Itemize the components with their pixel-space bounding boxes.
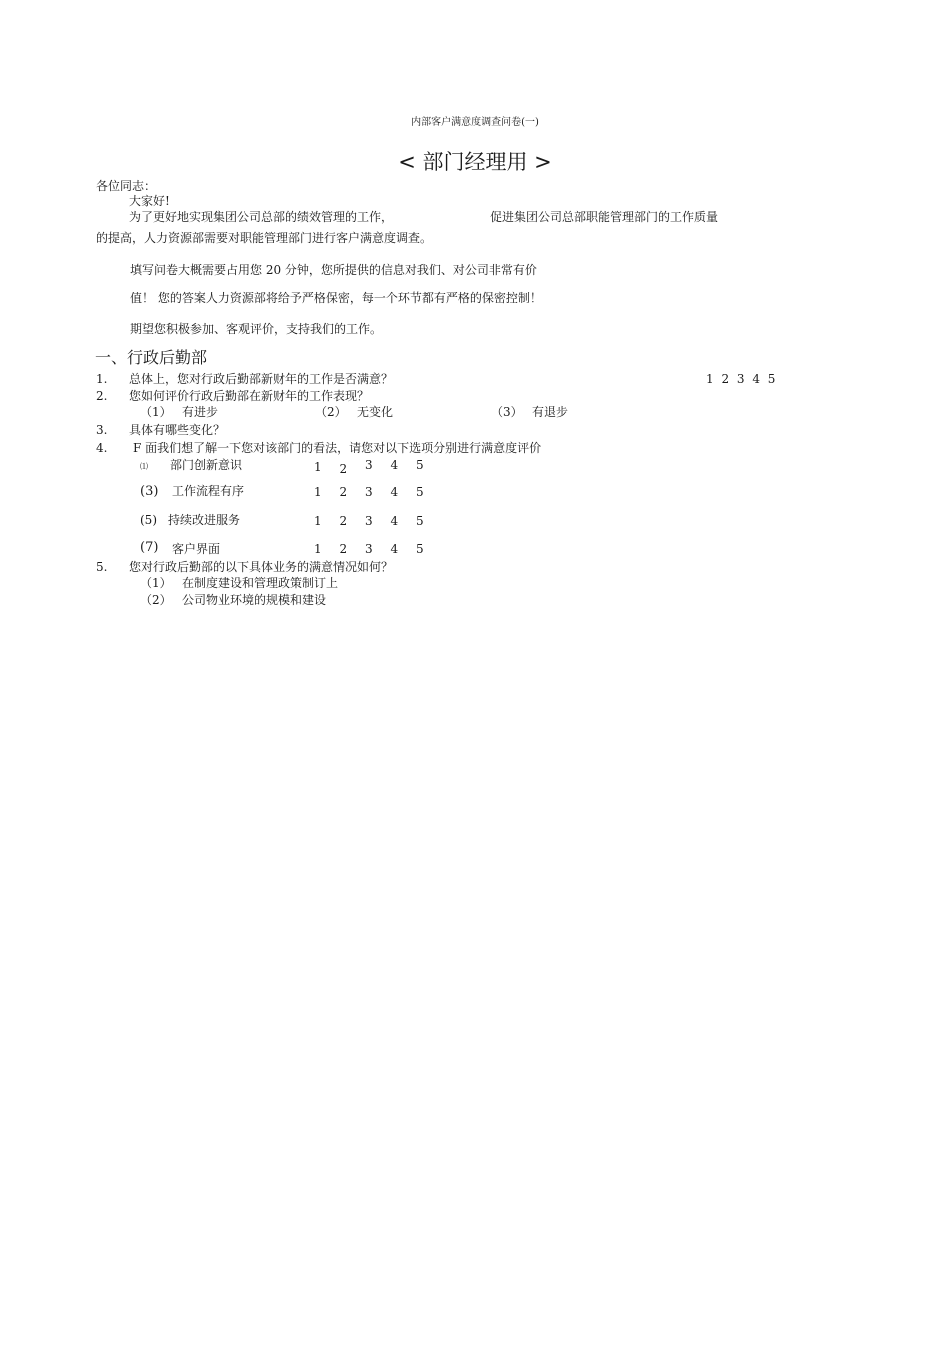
- option-label: 有进步: [182, 405, 219, 419]
- rating-scale: [314, 486, 442, 498]
- intro-paragraph-2b: 值！ 您的答案人力资源部将给予严格保密，每一个环节都有严格的保密控制！: [130, 291, 542, 305]
- intro-paragraph-3: 期望您积极参加、客观评价，支持我们的工作。: [130, 322, 383, 336]
- document-title: < 部门经理用 >: [398, 150, 552, 174]
- rating-option: 5: [416, 485, 424, 499]
- intro-paragraph-1c: 的提高，人力资源部需要对职能管理部门进行客户满意度调查。: [96, 231, 433, 245]
- rating-option: 2: [339, 542, 348, 556]
- option-number: （2）: [315, 405, 347, 419]
- question-text: F 面我们想了解一下您对该部门的看法，请您对以下选项分别进行满意度评价: [133, 441, 542, 455]
- rating-option: 4: [390, 514, 399, 528]
- intro-paragraph-2a: 填写问卷大概需要占用您 20 分钟，您所提供的信息对我们、对公司非常有价: [130, 263, 537, 277]
- intro-paragraph-1a: 为了更好地实现集团公司总部的绩效管理的工作，: [129, 210, 394, 224]
- rating-option: 2: [339, 514, 348, 528]
- item-number: （1）: [140, 576, 172, 590]
- option-label: 有退步: [532, 405, 569, 419]
- option-number: （3）: [491, 405, 523, 419]
- greeting: 各位同志：: [96, 179, 157, 193]
- item-label: 工作流程有序: [172, 484, 245, 498]
- rating-option: 3: [365, 542, 373, 556]
- question-text: 您如何评价行政后勤部在新财年的工作表现？: [129, 389, 370, 403]
- rating-option: 5: [416, 458, 424, 472]
- rating-option: 3: [365, 458, 373, 472]
- rating-option: 1: [314, 542, 322, 556]
- item-label: 部门创新意识: [170, 458, 243, 472]
- rating-scale: [314, 458, 442, 476]
- rating-option: 5: [416, 542, 424, 556]
- item-label: 公司物业环境的规模和建设: [182, 593, 327, 607]
- question-text: 总体上，您对行政后勤部新财年的工作是否满意？: [129, 372, 394, 386]
- rating-option: 4: [390, 542, 399, 556]
- item-number: ⑴: [140, 462, 148, 471]
- item-label: 在制度建设和管理政策制订上: [182, 576, 339, 590]
- rating-scale: 1 2 3 4 5: [706, 372, 778, 386]
- rating-option: 3: [365, 514, 373, 528]
- item-number: （2）: [140, 593, 172, 607]
- rating-option: 5: [416, 514, 424, 528]
- rating-option: 1: [314, 485, 322, 499]
- item-number: (7): [140, 540, 159, 555]
- rating-option: 4: [390, 458, 399, 472]
- item-label: 客户界面: [172, 542, 221, 556]
- option-number: （1）: [140, 405, 172, 419]
- rating-option: 3: [365, 485, 373, 499]
- rating-option: 4: [390, 485, 399, 499]
- question-text: 您对行政后勤部的以下具体业务的满意情况如何？: [129, 560, 394, 574]
- intro-paragraph-1b: 促进集团公司总部职能管理部门的工作质量: [490, 210, 719, 224]
- rating-option: 1: [314, 514, 322, 528]
- item-number: (3): [140, 484, 159, 499]
- question-number: 5.: [96, 560, 108, 574]
- question-number: 1.: [96, 372, 108, 386]
- rating-option: 1: [314, 460, 322, 474]
- rating-scale: [314, 543, 442, 555]
- item-label: 持续改进服务: [168, 513, 241, 527]
- document-subtitle: 内部客户满意度调查问卷(一): [411, 117, 539, 128]
- rating-scale: [314, 515, 442, 527]
- question-number: 2.: [96, 389, 108, 403]
- item-number: (5): [140, 513, 157, 527]
- section-heading: 一、行政后勤部: [95, 348, 208, 367]
- option-label: 无变化: [357, 405, 394, 419]
- question-number: 3.: [96, 423, 108, 437]
- rating-option: 2: [339, 462, 348, 476]
- hello-line: 大家好!: [129, 194, 170, 208]
- rating-option: 2: [339, 485, 348, 499]
- question-text: 具体有哪些变化？: [129, 423, 226, 437]
- question-number: 4.: [96, 441, 108, 455]
